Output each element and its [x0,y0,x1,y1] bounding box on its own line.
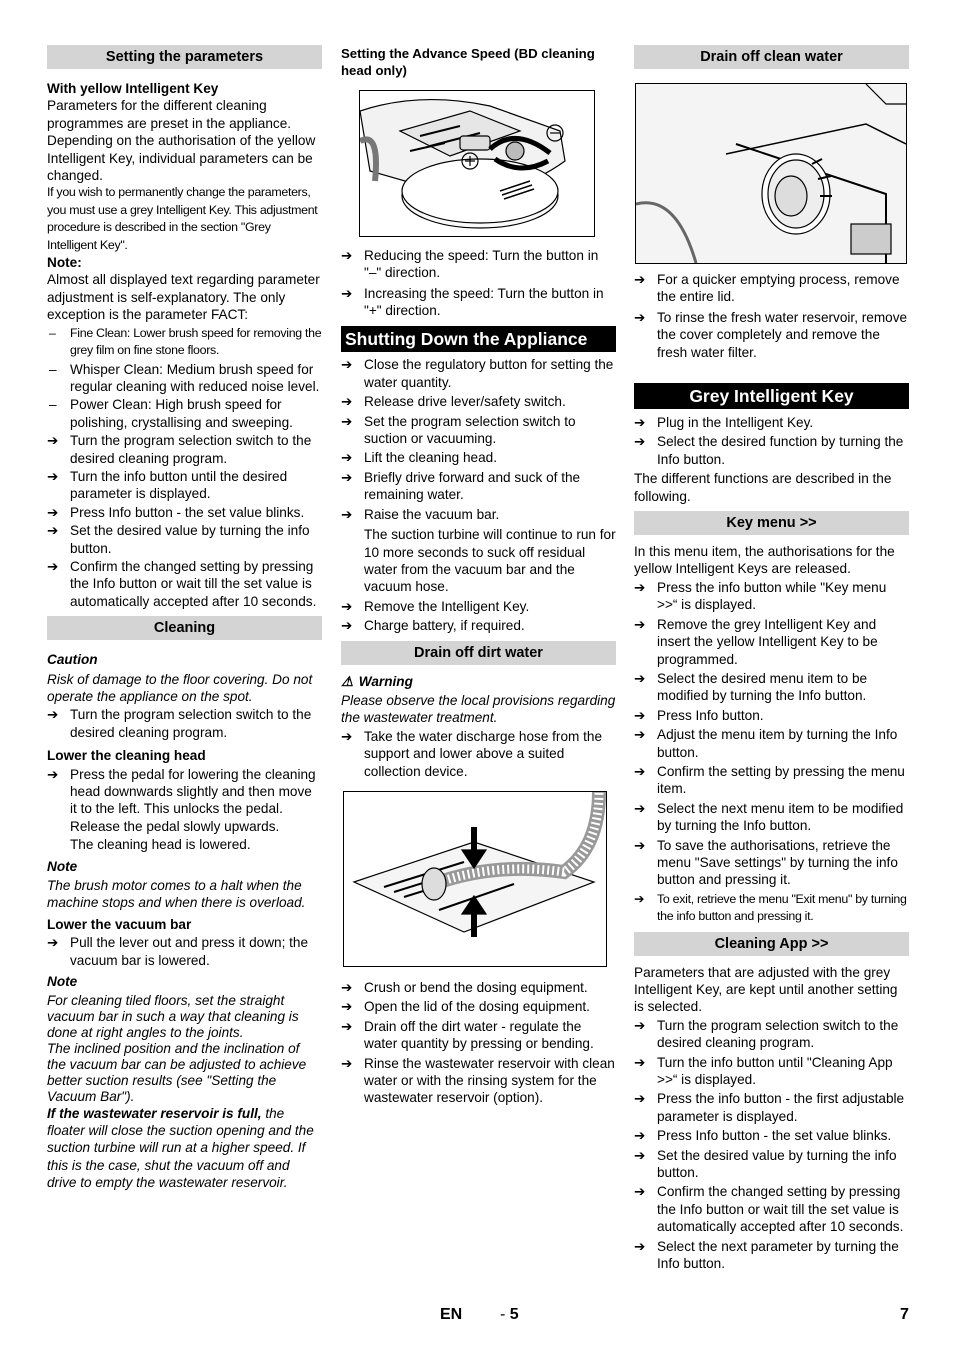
arrow-right-icon: ➔ [634,1238,646,1254]
arrow-right-icon: ➔ [341,1055,353,1071]
arrow-right-icon: ➔ [341,357,353,373]
cleaning-head-illustration [360,91,594,236]
key-menu-intro: In this menu item, the authorisations for the yellow Intelligent Keys are released. [634,544,895,577]
step-item: ➔ Turn the program selection switch to the desired cleaning program. [634,1017,899,1051]
arrow-right-icon: ➔ [47,468,59,484]
step-item: ➔ Pull the lever out and press it down; the vacuum bar is lowered. [47,935,309,968]
step-item: ➔ Set the program selection switch to suction or vacuuming. [341,413,576,447]
step-item: ➔ Close the regulatory button for setting the water quantity. [341,357,614,390]
step-item: ➔ Crush or bend the dosing equipment. [341,979,588,995]
arrow-right-icon: ➔ [341,450,353,466]
arrow-right-icon: ➔ [634,727,646,743]
parameter-steps [47,432,322,610]
column-right [634,45,909,1274]
fresh-water-filter-illustration [636,84,906,263]
warning-text: Please observe the local provisions regarding the wastewater treatment. [341,692,616,726]
step-item: ➔ Confirm the setting by pressing the menu item. [634,763,905,797]
arrow-right-icon: ➔ [341,394,353,410]
step-item: ➔ Take the water discharge hose from the support and lower above a suited collection device. [341,728,603,779]
footer-language: EN [440,1306,463,1323]
arrow-right-icon: ➔ [634,1147,646,1163]
caution-text: Risk of damage to the floor covering. Do not operate the appliance on the spot. [47,671,313,704]
yellow-key-heading: With yellow Intelligent Key [47,81,219,96]
section-header-drain-clean: Drain off clean water [634,45,909,69]
fact-item: – Fine Clean: Lower brush speed for removing the grey film on fine stone floors. [49,325,322,358]
cleaning-app-intro: Parameters that are adjusted with the grey Intelligent Key, are kept until another setting is selected. [634,964,898,1015]
arrow-right-icon: ➔ [634,837,646,853]
grey-key-note: If you wish to permanently change the parameters, you must use a grey Intelligent Key. This adjustment procedure is described in the section "Grey Intelligent Key". [47,185,318,252]
step-item: ➔ Turn the program selection switch to the desired cleaning program. [47,707,312,740]
arrow-right-icon: ➔ [47,523,59,539]
arrow-right-icon: ➔ [47,504,59,520]
section-header-cleaning-app: Cleaning App >> [634,932,909,956]
step-item: ➔ Briefly drive forward and suck of the remaining water. [341,469,581,503]
step-item: ➔ Confirm the changed setting by pressing the Info button or wait till the set value is automatically accepted after 10 seconds. [634,1184,904,1235]
arrow-right-icon: ➔ [634,1128,646,1144]
step-item: ➔ Select the next menu item to be modified by turning the Info button. [634,800,904,834]
arrow-right-icon: ➔ [634,579,646,595]
step-item: ➔ Turn the info button until "Cleaning App >>“ is displayed. [634,1054,893,1088]
arrow-right-icon: ➔ [634,891,645,906]
step-item: ➔ Set the desired value by turning the info button. [634,1147,897,1181]
step-item: ➔ Press Info button. [634,707,764,723]
step-item: ➔ To save the authorisations, retrieve the menu "Save settings" by turning the info button and pressing it. [634,837,898,888]
arrow-right-icon: ➔ [47,766,59,782]
note1-label: Note [47,858,78,874]
reservoir-full-note: If the wastewater reservoir is full, the floater will close the suction opening and the suction turbine will run at a higher speed. If this is the case, shut the vacuum off and drive to empty the wastewater reservoir. [47,1105,314,1191]
column-middle [341,45,616,1108]
step-item: ➔ Press the info button while "Key menu >>“ is displayed. [634,579,887,613]
arrow-right-icon: ➔ [634,800,646,816]
arrow-right-icon: ➔ [341,469,353,485]
step-item: ➔ Rinse the wastewater reservoir with clean water or with the rinsing system for the wastewater reservoir (option). [341,1055,615,1106]
step-item: ➔ Confirm the changed setting by pressing the Info button or wait till the set value is automatically accepted after 10 seconds. [47,558,317,609]
arrow-right-icon: ➔ [47,935,59,951]
step-item: ➔ Plug in the Intelligent Key. [634,415,814,431]
step-item: ➔ Increasing the speed: Turn the button in "+" direction. [341,285,604,319]
turbine-note: The suction turbine will continue to run for 10 more seconds to suck off residual water from the vacuum bar and the vacuum hose. [364,527,616,595]
note2-text-b: The inclined position and the inclination of the vacuum bar can be adjusted to achieve better suction results (see "Setting the Vacuum Bar"). [47,1040,307,1104]
step-item: ➔ Press the pedal for lowering the cleaning head downwards slightly and then move it to the left. This unlocks the pedal. Release the pedal slowly upwards. [47,766,316,834]
step-item: ➔ Remove the Intelligent Key. [341,598,530,614]
drain-hose-illustration [344,792,606,966]
arrow-right-icon: ➔ [634,434,646,450]
step-item: ➔ Lift the cleaning head. [341,450,498,466]
step-item: ➔ Open the lid of the dosing equipment. [341,999,590,1015]
step-item: ➔ Press Info button - the set value blinks. [47,504,305,520]
fact-item: – Whisper Clean: Medium brush speed for regular cleaning with reduced noise level. [49,361,320,394]
arrow-right-icon: ➔ [47,433,59,449]
arrow-right-icon: ➔ [341,979,353,995]
step-item: ➔ Turn the info button until the desired parameter is displayed. [47,468,288,502]
arrow-right-icon: ➔ [634,616,646,632]
step-item: ➔ For a quicker emptying process, remove the entire lid. [634,272,900,305]
warning-line: ⚠ Warning [341,673,413,689]
step-item: ➔ Press the info button - the first adjustable parameter is displayed. [634,1091,905,1124]
arrow-right-icon: ➔ [634,1184,646,1200]
note-text: Almost all displayed text regarding parameter adjustment is self-explanatory. The only exception is the parameter FACT: [47,272,320,323]
section-header-grey-key: Grey Intelligent Key [634,383,909,409]
arrow-right-icon: ➔ [634,1017,646,1033]
caution-label: Caution [47,652,98,668]
arrow-right-icon: ➔ [341,598,353,614]
step-item: ➔ Set the desired value by turning the info button. [47,523,310,556]
section-header-cleaning: Cleaning [47,616,322,640]
step-item: ➔ Select the desired menu item to be modified by turning the Info button. [634,670,868,704]
section-header-shutdown: Shutting Down the Appliance [341,326,616,352]
step-item: ➔ Turn the program selection switch to the desired cleaning program. [47,433,312,466]
arrow-right-icon: ➔ [47,707,59,723]
step-item: ➔ Raise the vacuum bar. [341,506,500,522]
arrow-right-icon: ➔ [634,272,646,287]
step-item: ➔ Charge battery, if required. [341,618,525,634]
grey-following: The different functions are described in the following. [634,471,892,504]
note2-text-a: For cleaning tiled floors, set the straight vacuum bar in such a way that cleaning is done at right angles to the joints. [47,992,299,1040]
step-item: ➔ Reducing the speed: Turn the button in "–" direction. [341,247,599,281]
arrow-right-icon: ➔ [341,728,353,744]
arrow-right-icon: ➔ [634,415,646,431]
section-header-key-menu: Key menu >> [634,511,909,535]
arrow-right-icon: ➔ [634,670,646,686]
step-item: ➔ Adjust the menu item by turning the Info button. [634,727,898,760]
advance-speed-figure [359,90,595,237]
step-item: ➔ Remove the grey Intelligent Key and insert the yellow Intelligent Key to be programmed. [634,616,878,667]
footer-section-page: - 5 [500,1306,519,1323]
lower-bar-heading: Lower the vacuum bar [47,916,192,932]
arrow-right-icon: ➔ [634,763,646,779]
column-left [47,45,322,1192]
arrow-right-icon: ➔ [341,618,353,634]
arrow-right-icon: ➔ [341,506,353,522]
note2-label: Note [47,974,78,990]
step-item: ➔ To exit, retrieve the menu "Exit menu" by turning the info button and pressing it. [634,891,907,924]
step-item: ➔ Release drive lever/safety switch. [341,394,566,410]
step-item: ➔ Select the next parameter by turning the Info button. [634,1238,899,1272]
arrow-right-icon: ➔ [47,558,59,574]
arrow-right-icon: ➔ [341,1018,353,1034]
note1-text: The brush motor comes to a halt when the machine stops and when there is overload. [47,878,306,911]
clean-water-figure [635,83,907,264]
drain-hose-figure [343,791,607,967]
section-header-setting-parameters: Setting the parameters [47,45,322,69]
step-item: ➔ Select the desired function by turning the Info button. [634,434,904,467]
lower-head-result: The cleaning head is lowered. [70,837,251,853]
arrow-right-icon: ➔ [634,1054,646,1070]
step-item: ➔ Press Info button - the set value blinks. [634,1128,892,1144]
step-item: ➔ Drain off the dirt water - regulate the water quantity by pressing or bending. [341,1018,594,1052]
note-label: Note: [47,255,82,271]
fact-list [47,325,322,431]
intro-paragraph: Parameters for the different cleaning programmes are preset in the appliance. Depending on the authorisation of the yellow Intelligent Key, individual parameters can be changed. [47,98,316,184]
footer-page-number: 7 [900,1306,909,1323]
arrow-right-icon: ➔ [341,247,353,263]
fact-item: – Power Clean: High brush speed for polishing, crystallising and sweeping. [49,397,293,430]
arrow-right-icon: ➔ [341,285,353,301]
lower-head-heading: Lower the cleaning head [47,748,206,764]
warning-triangle-icon: ⚠ [341,673,354,689]
arrow-right-icon: ➔ [634,309,646,325]
section-header-drain-dirt: Drain off dirt water [341,641,616,665]
step-item: ➔ To rinse the fresh water reservoir, remove the cover completely and remove the fresh water filter. [634,309,908,360]
arrow-right-icon: ➔ [341,999,353,1015]
arrow-right-icon: ➔ [634,707,646,723]
advance-speed-heading: Setting the Advance Speed (BD cleaning head only) [341,46,595,79]
arrow-right-icon: ➔ [341,413,353,429]
arrow-right-icon: ➔ [634,1091,646,1107]
